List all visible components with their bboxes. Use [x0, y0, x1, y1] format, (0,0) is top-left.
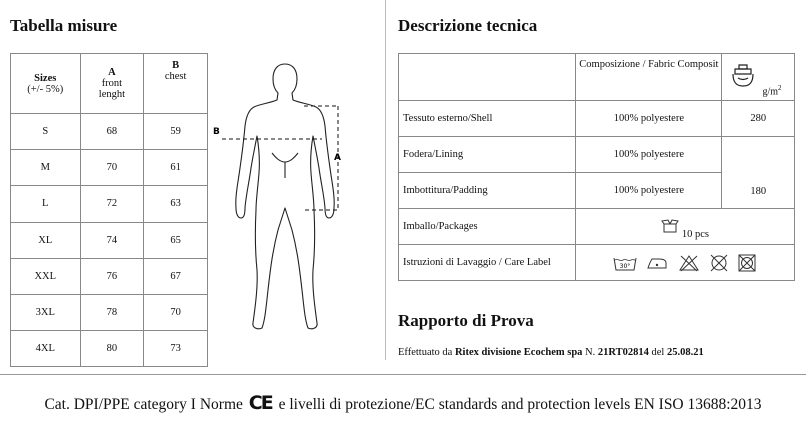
wash-30-icon [613, 254, 637, 272]
size-cell: XL [11, 222, 81, 258]
table-row [399, 137, 795, 173]
packages-cell [576, 209, 795, 245]
lab-name: Ritex divisione Ecochem spa [454, 347, 583, 358]
table-row [11, 222, 208, 258]
col-a-label1: front [101, 78, 123, 89]
size-cell: XXL [11, 258, 81, 294]
care-icons-cell [576, 245, 795, 281]
table-row [11, 258, 208, 294]
footer [0, 392, 806, 414]
chest-cell: 59 [144, 114, 208, 150]
weight-unit: $g/m^2$ [762, 84, 782, 98]
shell-composition: 100% polyestere [576, 101, 722, 137]
no-tumble-dry-icon [737, 254, 757, 272]
front-length-cell: 78 [80, 294, 144, 330]
no-bleach-icon [678, 254, 700, 272]
test-report-line: Effettuato da Ritex divisione Ecochem spa N. 21RT02814 del 25.08.21 [398, 347, 704, 358]
size-cell: S [11, 114, 81, 150]
size-table [10, 53, 208, 367]
size-cell: 3XL [11, 294, 81, 330]
col-b-letter: B [172, 60, 180, 71]
table-row [399, 245, 795, 281]
table-row [11, 331, 208, 367]
test-report-title: Rapporto di Prova [398, 311, 534, 330]
shell-label: Tessuto esterno/Shell [399, 101, 576, 137]
front-length-cell: 70 [80, 150, 144, 186]
size-cell: 4XL [11, 331, 81, 367]
packages-value: 10 pcs [681, 228, 709, 240]
size-table-title: Tabella misure [10, 16, 118, 35]
front-length-cell: 76 [80, 258, 144, 294]
chest-cell: 63 [144, 186, 208, 222]
svg-text:30°: 30° [619, 262, 631, 270]
no-dry-clean-icon [709, 254, 729, 272]
front-length-cell: 72 [80, 186, 144, 222]
ce-mark-icon: CE [248, 392, 272, 414]
packages-label: Imballo/Packages [399, 209, 576, 245]
chest-cell: 65 [144, 222, 208, 258]
padding-label: Imbottitura/Padding [399, 173, 576, 209]
footer-suffix: e livelli di protezione/EC standards and protection levels EN ISO 13688:2013 [278, 396, 762, 413]
tech-description-title: Descrizione tecnica [398, 16, 538, 35]
weight-header [722, 54, 795, 101]
sizes-header [11, 54, 81, 114]
size-cell: M [11, 150, 81, 186]
table-row [11, 186, 208, 222]
padding-weight: 180 [722, 137, 795, 209]
body-outline [236, 64, 334, 329]
sizes-header-label: Sizes [34, 72, 57, 84]
col-a-label2: lenght [98, 89, 126, 100]
table-row [11, 294, 208, 330]
front-length-header [80, 54, 144, 114]
tech-table [398, 53, 795, 281]
iron-icon [645, 254, 669, 272]
chest-header [144, 54, 208, 114]
front-length-cell: 68 [80, 114, 144, 150]
col-a-letter: A [108, 67, 116, 78]
weight-icon [730, 59, 756, 89]
package-box-icon [661, 218, 679, 234]
tech-header-blank [399, 54, 576, 101]
footer-divider [0, 374, 806, 375]
chest-cell: 61 [144, 150, 208, 186]
table-row [399, 101, 795, 137]
tech-header-row [399, 54, 795, 101]
col-b-label: chest [164, 71, 187, 82]
table-row [11, 114, 208, 150]
table-row [399, 209, 795, 245]
body-measurement-figure [210, 58, 360, 338]
label-a: A [334, 153, 341, 163]
chest-cell: 67 [144, 258, 208, 294]
tolerance-label: (+/- 5%) [27, 83, 64, 95]
front-length-cell: 74 [80, 222, 144, 258]
front-length-cell: 80 [80, 331, 144, 367]
shell-weight: 280 [722, 101, 795, 137]
size-cell: L [11, 186, 81, 222]
footer-prefix: Cat. DPI/PPE category I Norme [44, 396, 243, 413]
label-b: B [213, 127, 220, 137]
lining-label: Fodera/Lining [399, 137, 576, 173]
report-date: 25.08.21 [666, 347, 704, 358]
chest-cell: 70 [144, 294, 208, 330]
section-divider [385, 0, 386, 360]
table-row [11, 150, 208, 186]
chest-cell: 73 [144, 331, 208, 367]
lining-composition: 100% polyestere [576, 137, 722, 173]
care-label: Istruzioni di Lavaggio / Care Label [399, 245, 576, 281]
padding-composition: 100% polyestere [576, 173, 722, 209]
report-number: 21RT02814 [597, 347, 649, 358]
composition-header: Composizione / Fabric Composit [576, 54, 722, 101]
